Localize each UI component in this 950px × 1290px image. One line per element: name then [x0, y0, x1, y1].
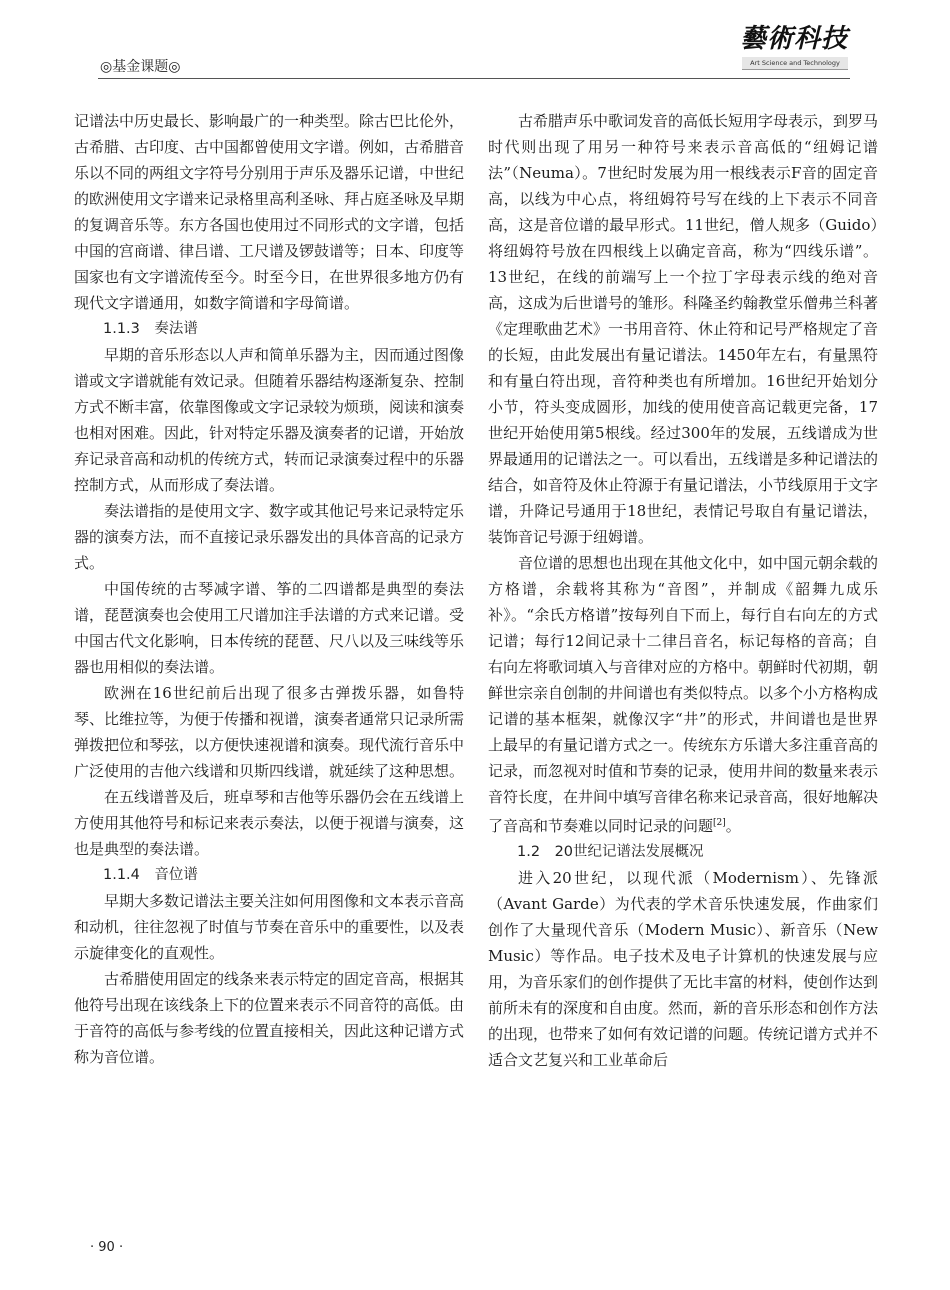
heading-number: 1.1.4 [103, 867, 140, 883]
paragraph: 欧洲在16世纪前后出现了很多古弹拨乐器，如鲁特琴、比维拉等，为便于传播和视谱，演奏者通常只记录所需弹拨把位和琴弦，以方便快速视谱和演奏。现代流行音乐中广泛使用的吉他六线谱和贝斯四线谱，就延续了这种思想。 [74, 684, 465, 780]
paragraph: 古希腊声乐中歌词发音的高低长短用字母表示，到罗马时代则出现了用另一种符号来表示音高低的“纽姆记谱法”（Neuma）。7世纪时发展为用一根线表示F音的固定音高，以线为中心点，将纽姆符号写在线的上下表示不同音高，这是音位谱的最早形式。11世纪，僧人规多（Guido）将纽姆符号放在四根线上以确定音高，称为“四线乐谱”。13世纪，在线的前端写上一个拉丁字母表示线的绝对音高，这成为后世谱号的雏形。科隆圣约翰教堂乐僧弗兰科著《定理歌曲艺术》一书用音符、休止符和记号严格规定了音的长短，由此发展出有量记谱法。1450年左右，有量黑符和有量白符出现，音符种类也有所增加。16世纪开始划分小节，符头变成圆形，加线的使用使音高记载更完备，17世纪开始使用第5根线。经过300年的发展，五线谱成为世界最通用的记谱法之一。可以看出，五线谱是多种记谱法的结合，如音符及休止符源于有量记谱法，小节线原用于文字谱，升降记号通用于18世纪，表情记号取自有量记谱法，装饰音记号源于纽姆谱。 [488, 112, 879, 546]
section-heading-1-1-3 [74, 316, 464, 342]
paragraph-text: 音位谱的思想也出现在其他文化中，如中国元朝余载的方格谱，余载将其称为“音图”，并制成《韶舞九成乐补》。“余氏方格谱”按每列自下而上，每行自右向左的方式记谱；每行12间记录十二律吕音名，标记每格的音高；自右向左将歌词填入与音律对应的方格中。朝鲜时代初期，朝鲜世宗亲自创制的井间谱也有类似特点。以多个小方格构成记谱的基本框架，就像汉字“井”的形式，井间谱也是世界上最早的有量记谱方式之一。传统东方乐谱大多注重音高的记录，而忽视对时值和节奏的记录，使用井间的数量来表示音符长度，在井间中填写音律名称来记录音高，很好地解决了音高和节奏难以同时记录的问题 [488, 554, 879, 835]
page-number: · 90 · [90, 1240, 124, 1255]
heading-title: 音位谱 [154, 867, 198, 883]
paragraph-with-citation [488, 550, 878, 839]
header-divider [98, 78, 850, 79]
citation-ref[interactable]: [2] [713, 818, 726, 828]
paragraph-end: 。 [725, 817, 741, 835]
left-column [74, 108, 464, 1070]
paragraph: 进入20世纪，以现代派（Modernism）、先锋派（Avant Garde）为代表的学术音乐快速发展，作曲家们创作了大量现代音乐（Modern Music）、新音乐（New Music）等作品。电子技术及电子计算机的快速发展与应用，为音乐家们的创作提供了无比丰富的材料，使创作达到前所未有的深度和自由度。然而，新的音乐形态和创作方法的出现，也带来了如何有效记谱的问题。传统记谱方式并不适合文艺复兴和工业革命后 [488, 869, 879, 1069]
right-column [488, 108, 878, 1073]
heading-title: 20世纪记谱法发展概况 [554, 844, 704, 860]
heading-title: 奏法谱 [154, 321, 198, 337]
paragraph: 在五线谱普及后，班卓琴和吉他等乐器仍会在五线谱上方使用其他符号和标记来表示奏法，以便于视谱与演奏，这也是典型的奏法谱。 [74, 788, 465, 858]
paragraph: 记谱法中历史最长、影响最广的一种类型。除古巴比伦外，古希腊、古印度、古中国都曾使用文字谱。例如，古希腊音乐以不同的两组文字符号分别用于声乐及器乐记谱，中世纪的欧洲使用文字谱来记录格里高利圣咏、拜占庭圣咏及早期的复调音乐等。东方各国也使用过不同形式的文字谱，包括中国的宫商谱、律吕谱、工尺谱及锣鼓谱等；日本、印度等国家也有文字谱流传至今。时至今日，在世界很多地方仍有现代文字谱通用，如数字简谱和字母简谱。 [74, 112, 465, 312]
paragraph: 中国传统的古琴减字谱、筝的二四谱都是典型的奏法谱，琵琶演奏也会使用工尺谱加注手法谱的方式来记谱。受中国古代文化影响，日本传统的琵琶、尺八以及三味线等乐器也用相似的奏法谱。 [74, 580, 465, 676]
paragraph: 古希腊使用固定的线条来表示特定的固定音高，根据其他符号出现在该线条上下的位置来表示不同音符的高低。由于音符的高低与参考线的位置直接相关，因此这种记谱方式称为音位谱。 [74, 970, 465, 1066]
paragraph: 早期大多数记谱法主要关注如何用图像和文本表示音高和动机，往往忽视了时值与节奏在音乐中的重要性，以及表示旋律变化的直观性。 [74, 892, 465, 962]
journal-logo-title: 藝術科技 [739, 24, 848, 54]
journal-logo [738, 22, 850, 74]
journal-logo-subtitle: Art Science and Technology [742, 57, 848, 70]
section-heading-1-2 [488, 839, 878, 865]
heading-number: 1.1.3 [103, 321, 140, 337]
section-label: ◎基金课题◎ [100, 59, 181, 75]
section-heading-1-1-4 [74, 862, 464, 888]
paragraph: 早期的音乐形态以人声和简单乐器为主，因而通过图像谱或文字谱就能有效记录。但随着乐器结构逐渐复杂、控制方式不断丰富，依靠图像或文字记录较为烦琐，阅读和演奏也相对困难。因此，针对特定乐器及演奏者的记谱，开始放弃记录音高和动机的传统方式，转而记录演奏过程中的乐器控制方式，从而形成了奏法谱。 [74, 346, 465, 494]
heading-number: 1.2 [517, 844, 541, 860]
paragraph: 奏法谱指的是使用文字、数字或其他记号来记录特定乐器的演奏方法，而不直接记录乐器发出的具体音高的记录方式。 [74, 502, 465, 572]
